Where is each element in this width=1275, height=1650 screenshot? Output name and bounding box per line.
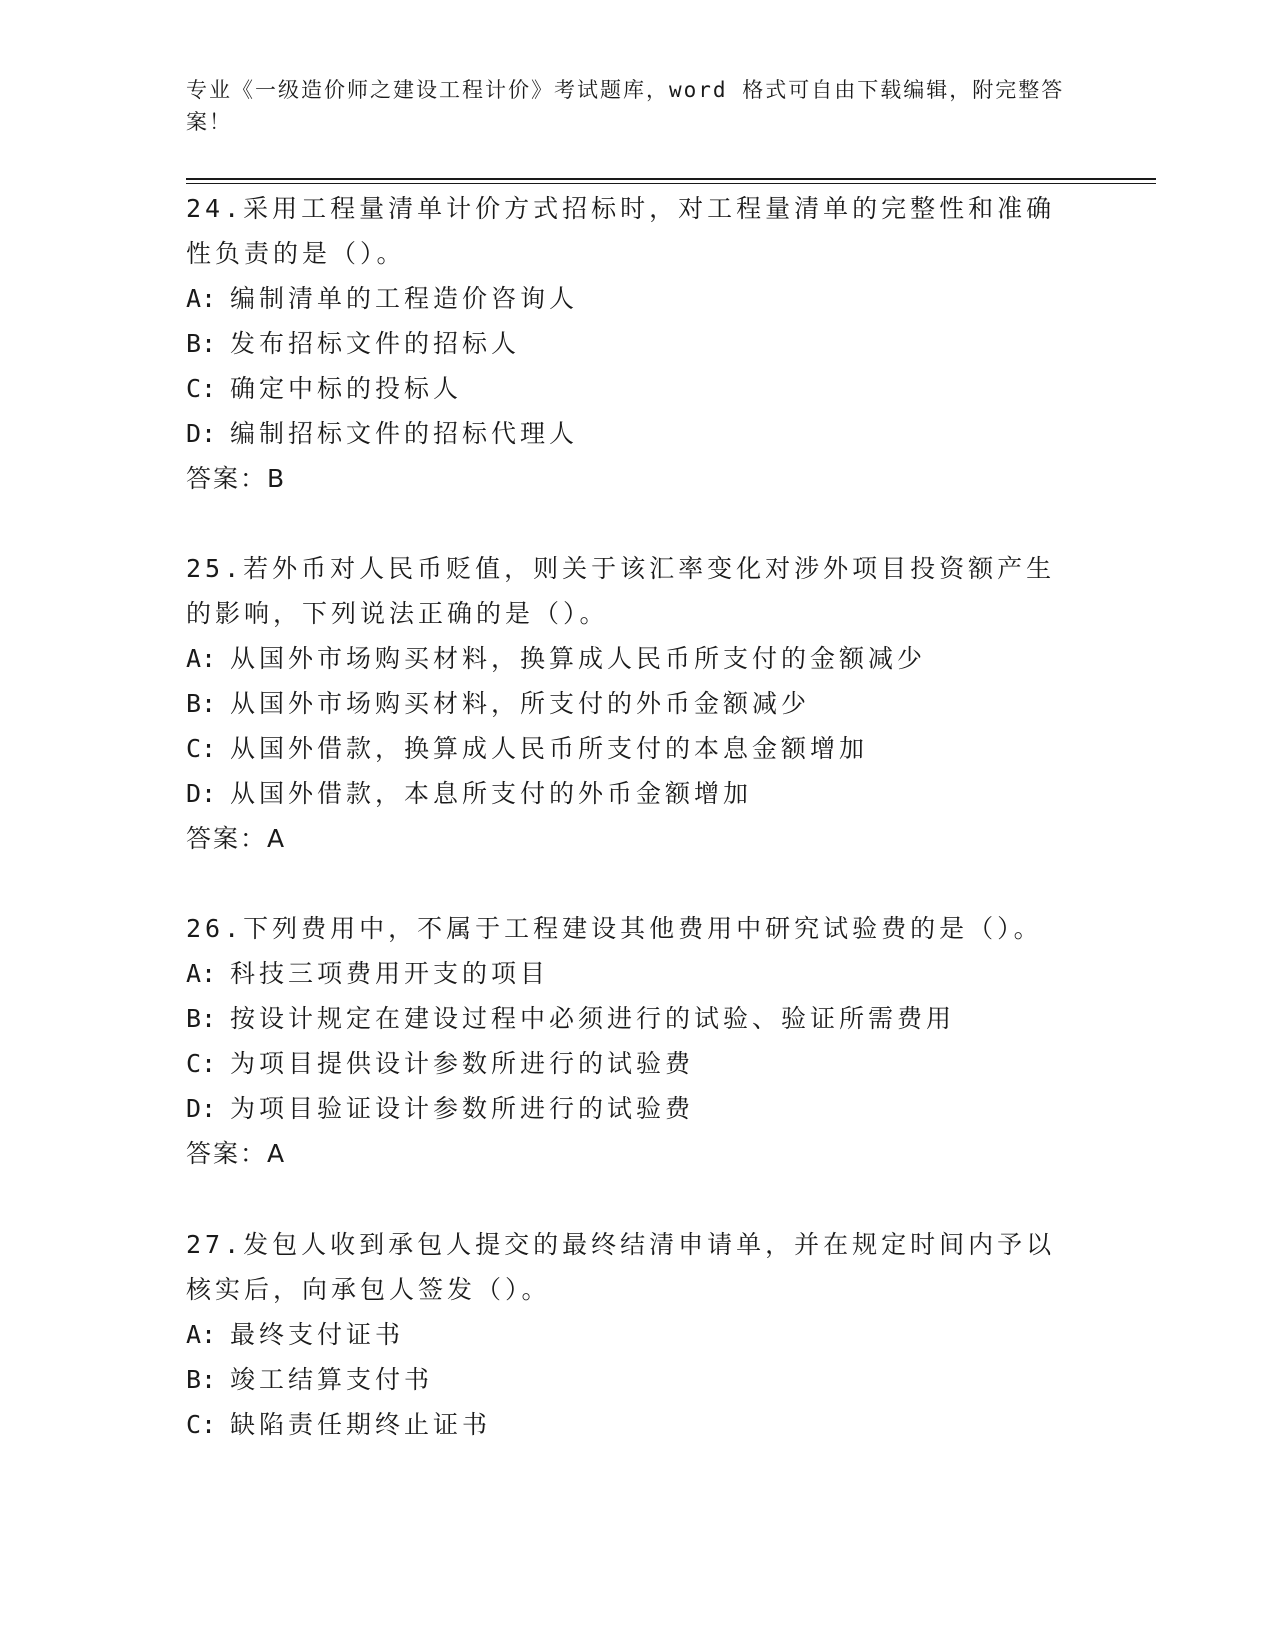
question-27 [186,1222,1086,1447]
option-c [186,726,1086,771]
header-divider-thin [186,183,1156,184]
option-key: B: [186,1004,217,1033]
option-text: 按设计规定在建设过程中必须进行的试验、验证所需费用 [230,1004,956,1033]
answer: 答案：A [186,824,287,853]
option-text: 最终支付证书 [230,1320,405,1349]
option-d [186,1086,1086,1131]
question-25 [186,546,1086,861]
option-key: A: [186,959,217,988]
option-text: 发布招标文件的招标人 [230,329,521,358]
option-key: C: [186,734,217,763]
option-key: A: [186,1320,217,1349]
answer: 答案：A [186,1139,287,1168]
option-text: 编制清单的工程造价咨询人 [230,284,579,313]
option-b [186,996,1086,1041]
option-b [186,1357,1086,1402]
answer: 答案：B [186,464,287,493]
option-b [186,681,1086,726]
option-c [186,1402,1086,1447]
option-text: 从国外市场购买材料，换算成人民币所支付的金额减少 [230,644,927,673]
option-d [186,411,1086,456]
question-stem: 27.发包人收到承包人提交的最终结清申请单，并在规定时间内予以核实后，向承包人签发（）。 [186,1230,1056,1304]
option-text: 从国外借款，本息所支付的外币金额增加 [230,779,753,808]
question-24 [186,186,1086,501]
option-key: B: [186,329,217,358]
option-text: 编制招标文件的招标代理人 [230,419,579,448]
document-header: 专业《一级造价师之建设工程计价》考试题库，word 格式可自由下载编辑，附完整答案！ [186,78,1065,134]
option-key: C: [186,374,217,403]
option-b [186,321,1086,366]
question-stem: 25.若外币对人民币贬值，则关于该汇率变化对涉外项目投资额产生的影响，下列说法正确的是（）。 [186,554,1056,628]
option-text: 科技三项费用开支的项目 [230,959,550,988]
option-key: D: [186,779,217,808]
option-text: 为项目提供设计参数所进行的试验费 [230,1049,695,1078]
option-key: A: [186,284,217,313]
option-key: C: [186,1410,217,1439]
question-stem: 24.采用工程量清单计价方式招标时，对工程量清单的完整性和准确性负责的是（）。 [186,194,1056,268]
question-26 [186,906,1086,1176]
option-text: 缺陷责任期终止证书 [230,1410,492,1439]
option-key: A: [186,644,217,673]
option-text: 确定中标的投标人 [230,374,463,403]
option-c [186,1041,1086,1086]
option-a [186,951,1086,996]
option-c [186,366,1086,411]
option-text: 竣工结算支付书 [230,1365,434,1394]
option-key: D: [186,1094,217,1123]
option-key: C: [186,1049,217,1078]
option-key: B: [186,1365,217,1394]
option-a [186,276,1086,321]
option-text: 为项目验证设计参数所进行的试验费 [230,1094,695,1123]
option-text: 从国外市场购买材料，所支付的外币金额减少 [230,689,811,718]
option-d [186,771,1086,816]
option-text: 从国外借款，换算成人民币所支付的本息金额增加 [230,734,869,763]
option-key: B: [186,689,217,718]
header-divider-thick [186,178,1156,180]
option-key: D: [186,419,217,448]
option-a [186,1312,1086,1357]
option-a [186,636,1086,681]
question-stem: 26.下列费用中，不属于工程建设其他费用中研究试验费的是（）。 [186,914,1043,943]
